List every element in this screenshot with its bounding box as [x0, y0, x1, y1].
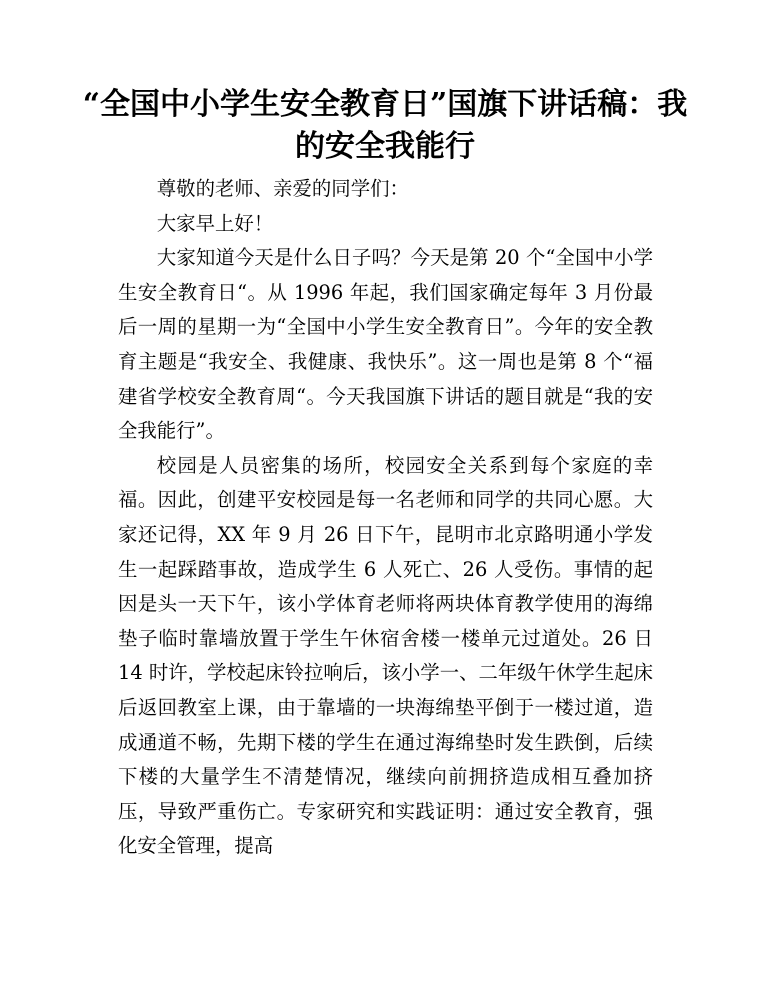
- document-title: “全国中小学生安全教育日”国旗下讲话稿：我的安全我能行: [82, 87, 688, 164]
- safety-day-paragraph: 大家知道今天是什么日子吗？今天是第 20 个“全国中小学生安全教育日“。从 1996 年起，我们国家确定每年 3 月份最后一周的星期一为“全国中小学生安全教育日”。今年的安全教育主题是“我安全、我健康、我快乐”。这一周也是第 8 个“福建省学校安全教育周“。今天我国旗下讲话的题目就是“我的安全我能行”。: [118, 246, 653, 443]
- document-body: [118, 172, 653, 864]
- campus-safety-paragraph: 校园是人员密集的场所，校园安全关系到每个家庭的幸福。因此，创建平安校园是每一名老师和同学的共同心愿。大家还记得，XX 年 9 月 26 日下午，昆明市北京路明通小学发生一起踩踏事故，造成学生 6 人死亡、26 人受伤。事情的起因是头一天下午，该小学体育老师将两块体育教学使用的海绵垫子临时靠墙放置于学生午休宿舍楼一楼单元过道处。26 日 14 时许，学校起床铃拉响后，该小学一、二年级午休学生起床后返回教室上课，由于靠墙的一块海绵垫平倒于一楼过道，造成通道不畅，先期下楼的学生在通过海绵垫时发生跌倒，后续下楼的大量学生不清楚情况，继续向前拥挤造成相互叠加挤压，导致严重伤亡。专家研究和实践证明：通过安全教育，强化安全管理，提高: [118, 453, 653, 858]
- greeting-paragraph: 尊敬的老师、亲爱的同学们：: [156, 177, 409, 200]
- morning-greeting-paragraph: 大家早上好！: [156, 211, 274, 235]
